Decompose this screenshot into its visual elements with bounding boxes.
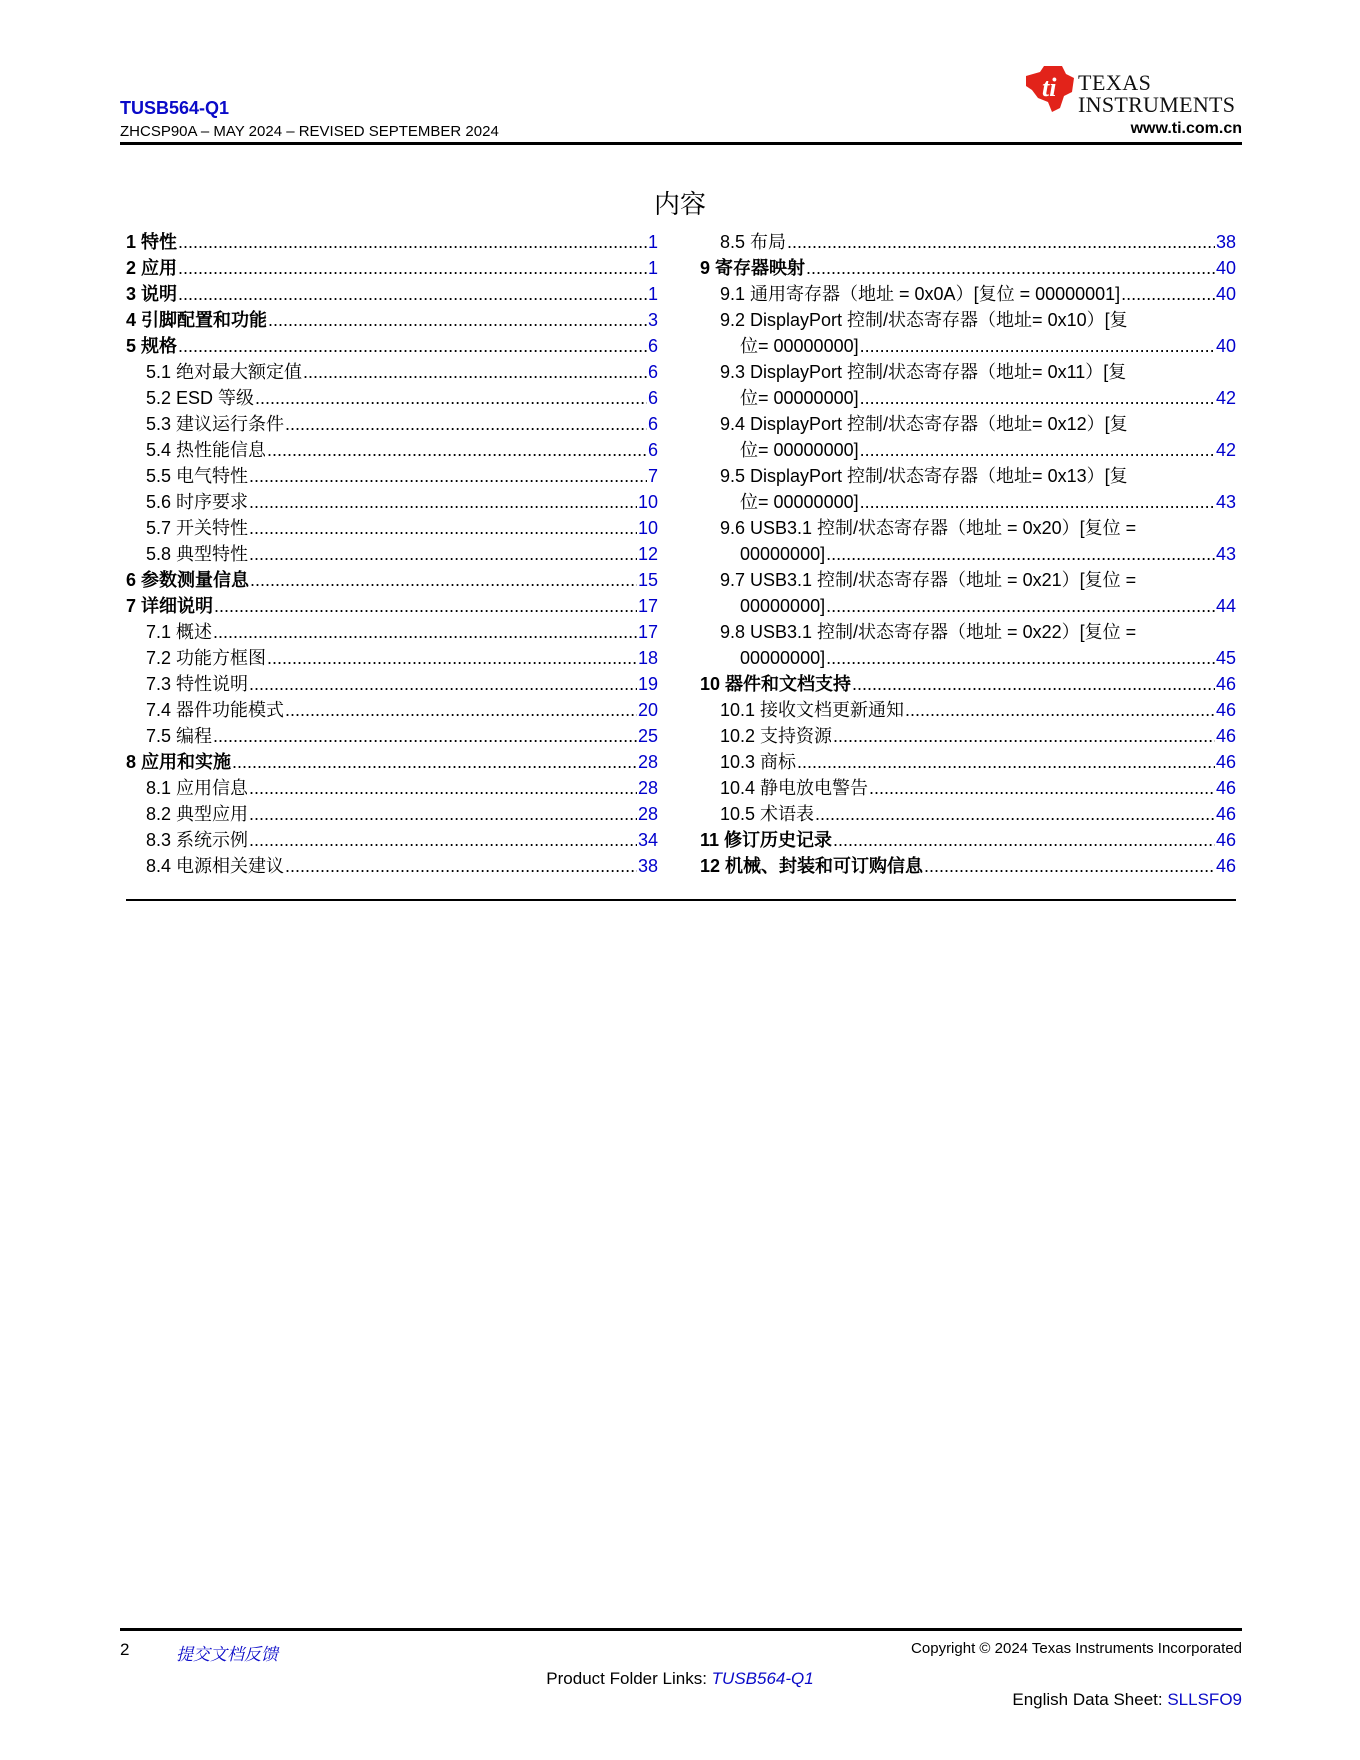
toc-entry[interactable] [126,255,658,281]
toc-leader [806,255,1215,281]
toc-entry[interactable] [700,853,1236,879]
toc-leader [826,593,1215,619]
toc-leader [178,333,647,359]
toc-entry[interactable] [126,411,658,437]
toc-leader [232,749,637,775]
toc-entry-label: 8.5 布局 [720,232,787,252]
toc-entry[interactable] [126,593,658,619]
toc-leader [826,541,1215,567]
toc-page-link[interactable]: 34 [637,830,658,850]
toc-page-link[interactable]: 46 [1215,778,1236,798]
toc-page-link[interactable]: 42 [1215,440,1236,460]
part-number[interactable]: TUSB564-Q1 [120,98,230,118]
toc-page-link[interactable]: 19 [637,674,658,694]
toc-entry-label-cont: 00000000] [740,544,826,564]
toc-entry-label: 5.4 热性能信息 [146,440,267,460]
toc-page-link[interactable]: 43 [1215,492,1236,512]
toc-page-link[interactable]: 7 [647,466,658,486]
toc-entry-label: 9.7 USB3.1 控制/状态寄存器（地址 = 0x21）[复位 = [720,570,1137,590]
toc-leader [213,723,637,749]
toc-entry-label: 10.2 支持资源 [720,726,833,746]
toc-leader [178,255,647,281]
toc-leader [268,307,647,333]
toc-page-link[interactable]: 20 [637,700,658,720]
toc-entry-label: 11 修订历史记录 [700,830,833,850]
toc-leader [178,281,647,307]
toc-leader [249,463,647,489]
toc-page-link[interactable]: 6 [647,440,658,460]
toc-entry-label: 7.1 概述 [146,622,213,642]
toc-entry[interactable] [126,541,658,567]
toc-page-link[interactable]: 46 [1215,830,1236,850]
toc-entry[interactable] [126,749,658,775]
toc-entry-label: 4 引脚配置和功能 [126,310,268,330]
toc-leader [249,801,637,827]
logo-wordmark-line2: INSTRUMENTS [1078,92,1236,117]
toc-entry-label: 9.5 DisplayPort 控制/状态寄存器（地址= 0x13）[复 [720,466,1128,486]
toc-page-link[interactable]: 18 [637,648,658,668]
toc-entry-label: 7.3 特性说明 [146,674,249,694]
toc-entry-label: 8.2 典型应用 [146,804,249,824]
toc-entry[interactable] [126,463,658,489]
toc-entry-label-cont: 位= 00000000] [740,336,859,356]
toc-leader [249,775,637,801]
document-revision-line: ZHCSP90A – MAY 2024 – REVISED SEPTEMBER 2024 [120,123,499,140]
toc-page-link[interactable]: 28 [637,804,658,824]
toc-page-link[interactable]: 15 [637,570,658,590]
english-datasheet-prefix: English Data Sheet: [1012,1690,1168,1709]
toc-page-link[interactable]: 10 [637,518,658,538]
toc-entry[interactable] [126,437,658,463]
toc-leader [249,671,637,697]
toc-entry[interactable] [700,307,1236,359]
toc-title: 内容 [653,189,706,219]
toc-entry-label: 10.1 接收文档更新通知 [720,700,905,720]
toc-entry[interactable] [700,281,1236,307]
toc-leader [833,827,1215,853]
toc-leader [815,801,1215,827]
toc-entry[interactable] [700,463,1236,515]
toc-entry[interactable] [126,723,658,749]
toc-leader [860,489,1215,515]
toc-page-link[interactable]: 28 [637,752,658,772]
header-divider [120,142,1242,145]
toc-entry-label-cont: 位= 00000000] [740,388,859,408]
product-folder-link[interactable]: TUSB564-Q1 [711,1669,814,1688]
toc-page-link[interactable]: 44 [1215,596,1236,616]
logo-wordmark-line1: TEXAS [1078,70,1152,95]
page-number: 2 [120,1640,130,1659]
toc-entry-label: 7.4 器件功能模式 [146,700,285,720]
toc-leader [250,567,637,593]
toc-page-link[interactable]: 6 [647,336,658,356]
toc-entry-label: 3 说明 [126,284,178,304]
toc-page-link[interactable]: 46 [1215,856,1236,876]
toc-page-link[interactable]: 17 [637,596,658,616]
toc-entry[interactable] [700,801,1236,827]
toc-leader [285,697,637,723]
toc-entry[interactable] [700,619,1236,671]
toc-page-link[interactable]: 12 [637,544,658,564]
toc-entry-label: 7 详细说明 [126,596,214,616]
toc-entry[interactable] [126,333,658,359]
toc-leader [249,827,637,853]
toc-entry[interactable] [126,671,658,697]
toc-entry[interactable] [700,359,1236,411]
product-folder-links [0,1669,1360,1689]
toc-entry[interactable] [126,307,658,333]
toc-entry-label: 8.1 应用信息 [146,778,249,798]
toc-page-link[interactable]: 46 [1215,700,1236,720]
toc-entry[interactable] [700,515,1236,567]
toc-page-link[interactable]: 3 [647,310,658,330]
toc-entry-label-cont: 00000000] [740,596,826,616]
toc-entry-label: 5.3 建议运行条件 [146,414,285,434]
toc-entry-label: 5 规格 [126,336,178,356]
toc-entry-label-cont: 位= 00000000] [740,440,859,460]
toc-entry[interactable] [126,359,658,385]
toc-page-link[interactable]: 17 [637,622,658,642]
toc-entry-label: 5.2 ESD 等级 [146,388,255,408]
toc-entry[interactable] [126,827,658,853]
toc-entry-label: 12 机械、封装和可订购信息 [700,856,924,876]
toc-page-link[interactable]: 46 [1215,674,1236,694]
toc-leader [303,359,647,385]
toc-entry-label: 5.1 绝对最大额定值 [146,362,303,382]
toc-leader [249,541,637,567]
toc-entry[interactable] [700,411,1236,463]
toc-page-link[interactable]: 1 [647,284,658,304]
toc-leader [249,515,637,541]
toc-leader [285,853,637,879]
toc-entry-label: 8.3 系统示例 [146,830,249,850]
toc-entry-label: 9.8 USB3.1 控制/状态寄存器（地址 = 0x22）[复位 = [720,622,1137,642]
toc-entry-label: 9.6 USB3.1 控制/状态寄存器（地址 = 0x20）[复位 = [720,518,1137,538]
toc-entry-label: 5.8 典型特性 [146,544,249,564]
toc-entry[interactable] [700,671,1236,697]
toc-entry[interactable] [700,723,1236,749]
toc-entry-label: 5.6 时序要求 [146,492,249,512]
toc-entry-label: 10 器件和文档支持 [700,674,852,694]
toc-right-column [700,229,1236,879]
toc-page-link[interactable]: 6 [647,362,658,382]
toc-entry[interactable] [126,385,658,411]
toc-entry-label: 5.7 开关特性 [146,518,249,538]
toc-entry-label: 8 应用和实施 [126,752,232,772]
toc-page-link[interactable]: 38 [1215,232,1236,252]
toc-leader [787,229,1215,255]
toc-leader [797,749,1215,775]
toc-entry-label: 8.4 电源相关建议 [146,856,285,876]
toc-page-link[interactable]: 1 [647,232,658,252]
toc-entry[interactable] [700,567,1236,619]
english-datasheet-link[interactable]: SLLSFO9 [1167,1690,1242,1709]
toc-page-link[interactable]: 40 [1215,336,1236,356]
toc-page-link[interactable]: 42 [1215,388,1236,408]
toc-leader [869,775,1215,801]
toc-entry[interactable] [126,619,658,645]
toc-entry-label: 9 寄存器映射 [700,258,806,278]
toc-entry-label: 9.1 通用寄存器（地址 = 0x0A）[复位 = 00000001] [720,284,1121,304]
toc-page-link[interactable]: 28 [637,778,658,798]
toc-leader [249,489,637,515]
copyright-notice: Copyright © 2024 Texas Instruments Incorporated [911,1640,1242,1657]
toc-page-link[interactable]: 6 [647,388,658,408]
toc-leader [178,229,647,255]
toc-leader [852,671,1215,697]
site-url-link[interactable]: www.ti.com.cn [1130,120,1242,137]
toc-left-column [126,229,658,879]
toc-entry[interactable] [126,281,658,307]
toc-entry[interactable] [126,697,658,723]
toc-entry[interactable] [700,749,1236,775]
toc-entry[interactable] [126,567,658,593]
toc-leader [255,385,647,411]
toc-entry-label: 9.3 DisplayPort 控制/状态寄存器（地址= 0x11）[复 [720,362,1127,382]
feedback-link[interactable]: 提交文档反馈 [176,1645,278,1665]
toc-entry-label: 10.4 静电放电警告 [720,778,869,798]
footer-divider [120,1628,1242,1631]
toc-leader [905,697,1215,723]
toc-leader [833,723,1215,749]
english-datasheet [1012,1690,1242,1710]
toc-leader [860,437,1215,463]
toc-divider [126,899,1236,901]
toc-entry-label-cont: 位= 00000000] [740,492,859,512]
toc-leader [285,411,647,437]
toc-leader [267,645,637,671]
toc-entry[interactable] [126,489,658,515]
toc-leader [267,437,647,463]
toc-entry[interactable] [126,775,658,801]
product-folder-prefix: Product Folder Links: [546,1669,712,1688]
toc-leader [924,853,1215,879]
toc-page-link[interactable]: 10 [637,492,658,512]
toc-entry-label: 7.5 编程 [146,726,213,746]
toc-entry-label-cont: 00000000] [740,648,826,668]
toc-leader [214,593,637,619]
toc-page-link[interactable]: 46 [1215,752,1236,772]
toc-page-link[interactable]: 40 [1215,258,1236,278]
toc-entry[interactable] [700,255,1236,281]
toc-page-link[interactable]: 25 [637,726,658,746]
toc-entry-label: 5.5 电气特性 [146,466,249,486]
toc-page-link[interactable]: 46 [1215,726,1236,746]
toc-entry[interactable] [126,853,658,879]
toc-entry[interactable] [126,229,658,255]
toc-entry-label: 10.3 商标 [720,752,797,772]
toc-entry-label: 6 参数测量信息 [126,570,250,590]
toc-entry-label: 10.5 术语表 [720,804,815,824]
toc-entry[interactable] [700,827,1236,853]
toc-entry[interactable] [126,801,658,827]
toc-page-link[interactable]: 46 [1215,804,1236,824]
toc-entry-label: 9.2 DisplayPort 控制/状态寄存器（地址= 0x10）[复 [720,310,1128,330]
toc-page-link[interactable]: 1 [647,258,658,278]
toc-page-link[interactable]: 45 [1215,648,1236,668]
toc-page-link[interactable]: 38 [637,856,658,876]
toc-entry[interactable] [700,775,1236,801]
svg-text:ti: ti [1042,73,1057,102]
toc-page-link[interactable]: 40 [1215,284,1236,304]
toc-page-link[interactable]: 6 [647,414,658,434]
toc-leader [860,333,1215,359]
toc-page-link[interactable]: 43 [1215,544,1236,564]
toc-leader [1121,281,1215,307]
toc-entry[interactable] [126,645,658,671]
toc-entry[interactable] [700,229,1236,255]
toc-entry[interactable] [700,697,1236,723]
toc-entry-label: 9.4 DisplayPort 控制/状态寄存器（地址= 0x12）[复 [720,414,1128,434]
toc-entry-label: 2 应用 [126,258,178,278]
toc-leader [213,619,637,645]
toc-leader [826,645,1215,671]
toc-entry-label: 1 特性 [126,232,178,252]
toc-entry[interactable] [126,515,658,541]
toc-leader [860,385,1215,411]
toc-entry-label: 7.2 功能方框图 [146,648,267,668]
